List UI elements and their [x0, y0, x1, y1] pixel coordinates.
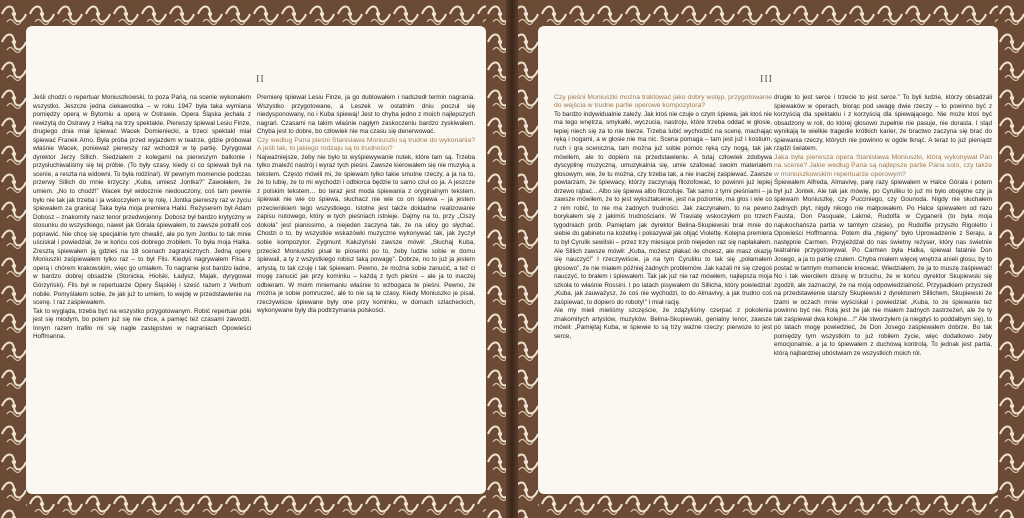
interview-question: Czy według Pana pieśni Stanisława Moniuszki są trudne do wykonania? A jeśli tak, to jakiego rodzaju są to trudności? — [257, 136, 475, 153]
paragraph: Premierę śpiewał Lesiu Finze, ja go dublowałem i nadszedł termin nagrania. Wszystko przygotowane, a Leszek w ostatnim dniu poczuł się niedysponowany, no i Kuba śpiewaj! Jest to chyba jedno z moich najlepszych nagrań. Czasami na takim właśnie nagłym zaskoczeniu bardzo zyskiwałem. Chyba jest to dobre, bo człowiek nie ma czasu się denerwować. — [257, 94, 475, 136]
left-column-2 — [257, 94, 475, 316]
interview-question: Jaka była pierwsza opera Stanisława Moniuszki, którą wykonywał Pan na scenie? Jakie według Pana są najlepsze partie Pana solo, czy także w moniuszkowskim repertuarze operowym? — [774, 153, 992, 178]
interview-question: Czy pieśni Moniuszki można traktować jako dobry wstęp, przygotowanie do wejścia w trudne partie operowe kompozytora? — [554, 94, 772, 110]
right-column-2 — [774, 94, 992, 359]
page-numeral: II — [256, 74, 265, 85]
left-column-1 — [33, 94, 251, 342]
paragraph: To bardzo indywidualnie zależy. Jak ktoś nie czuje o czym śpiewa, jak ktoś nie ma tego wnętrza, smykałki, wyczucia, nastroju, które trzeba oddać w głosie, lepiej niech się za to nie bierze. Trzeba lubić wychodzić na scenę, machając ręką i nogami, a w głosie nie ma nic. Scena pomaga – tam jest już i kostium, ruch i gra sceniczna, tam można już sobie pomóc ręką czy nogą, tak jak mówiłem, ale to dopiero na przedstawieniu. A tutaj człowiek zdobywa dyscyplinę muzyczną, umuzykalnia się, umie szafować swoim materiałem głosowym, wie, że tu można, czy trzeba tak, a nie inaczej zaśpiewać. Zawsze powtarzam, że śpiewacy, którzy zaczynają filozofować, to powinni już lepiej drzewo rąbać... Albo się śpiewa albo filozofuje. Tak samo z tymi pieśniami – ja zawsze mówiłem, że to jest wykształcenie, jest na poziomie, ma głos i wie co z nim robić, to nie ma żadnych trudności. Jak zaczynałem, to na pewno borykałem się z jakimiś trudnościami. W Traviatę wskoczyłem po trzech tygodniach prób. Pamiętam jak dyrektor Belina-Skupiewski brał mnie do siebie do gabinetu na kozetkę i pokazywał jak objąć Violettę. Kolejna premiera to był Cyrulik sewilski – przez trzy miesiące prób niejeden raz się napłakałem. Ale Sillich zawsze mówił: „Kuba, możesz płakać ile chcesz, ale masz okazję się nauczyć!” I rzeczywiście, ja na tym Cyruliku to tak się „połamałem głosowo”, że nie miałem później żadnych problemów. Jak kazali mi się czegoś nauczyć, to brałem i śpiewałem. Tak jak już nie raz mówiłem, najlepsza moja szkoła to właśnie Rossini. I po latach pisywałem do Sillicha, który powiedział: „Kuba, jak zauważysz, że coś nie wychodzi, to do Almavivy, a jak trudno coś zaśpiewać, to dopiero do roboty!” I miał rację. — [554, 110, 772, 306]
ornament-border-bottom — [512, 490, 1024, 518]
paragraph: Jeśli chodzi o repertuar Moniuszkowski, to poza Parią, na scenie wykonałem wszystko. Jeszcze jedna ciekawostka – w roku 1947 była taka wymiana pomiędzy operą w Bytomiu a operą w Ostrawie. Opera Śląska jechała z rewizytą do Ostrawy z Halką na trzy spektakle. Pierwszy śpiewał Lesiu Finze, drugiego dnia miał śpiewać Wacek Domieniecki, a trzeci spektakl miał śpiewać Franek Arno. Była próba przed wyjazdem w teatrze, gdzie próbował właśnie Wacek, ponieważ pierwszy raz wchodził w tę partię. Dyrygował dyrektor Jerzy Sillich. Siedziałem z kolegami na pierwszym balkonie i przysłuchiwaliśmy się tej próbie. (To były czasy, kiedy ci co śpiewali byli na scenie, a reszta na widowni. To była rodzina!). W pewnym momencie podczas przerwy Sillich do mnie krzyczy: „Kuba, umiesz Jontka?” Zawołałem, że umiem. „No to chodź!” Wacek był widocznie niedouczony, coś tam pewnie było nie tak jak trzeba i ja wskoczyłem w tę rolę, i Jontka pierwszy raz w życiu śpiewałem za granicą! Taka była moja premiera Halki. Reżyserem był Adam Dobosz – znakomity nasz tenor przedwojenny. Dobosz był bardzo krytyczny w stosunku do wszystkiego, nawet jak Górala śpiewałem, to zawsze potrafił coś poprawić. Nie chcę się specjalnie tym chwalić, ale po tym Jontku to tak mnie uściskał i powiedział, że w końcu coś dobrego zrobiłem. To była moja Halka. Zresztą śpiewałem ją gdzieś na 18 scenach zagranicznych. Jedną operę Moniuszki zaśpiewałem tylko raz – to był Flis. Kiedyś nagrywałem Flisa z operą i chórem krakowskim, więc go umiałem. To nagranie jest bardzo ładne, w bardzo dobrej obsadzie (Stonicka, Hiolski, Ładysz, Majak, dyrygował Górzyński). Flis był w repertuarze Opery Śląskiej i sześć razem z Verbum nobile. Pomyślałem sobie, że jak już to umiem, to wejdę w przedstawienie na scenę. I raz zaśpiewałem. — [33, 94, 251, 307]
ornament-border-right — [998, 0, 1024, 518]
book-gutter — [506, 0, 518, 518]
paragraph: Tak to wygląda, trzeba być na wszystko przygotowanym. Robić repertuar póki jest się młodym, bo potem już się nie chce, a pamięć też czasami zawodzi. Innym razem trafiło mi się nagłe zastępstwo w nagraniach Opowieści Hoffmanna. — [33, 307, 251, 341]
paragraph: Najważniejsze, żeby nie było to wyśpiewywanie nutek, które tam są. Trzeba tylko znaleźć nastrój i wyraz tych pieśni. Zawsze kierowałem się nie muzyką a tekstem. Często mówili mi, że śpiewam tylko takie smutne rzeczy, a ja na to, że to lubię, że to mi wychodzi i odbiorca będzie to samo czuł co ja. A jeszcze z polskim tekstem… bo teraz jest moda śpiewania z oryginalnym tekstem, śpiewak nie wie co śpiewa, słuchacz nie wie co on śpiewa – ja jestem przeciwnikiem tego wszystkiego. Istotne jest także dokładne realizowanie zapisu nutowego, który w tych pieśniach istnieje. Dajmy na to, przy „Ciszy dokoła” jest pianissimo, a niejeden zaczyna tak, że na ulicy go słychać. Chodzi o to, by wszystkie wskazówki muzyczne wykonywać tak, jak życzył sobie kompozytor. Zygmunt Kałużyński zawsze mówił: „Słuchaj Kuba, przecież Moniuszko pisał te piosenki po to, żeby ludzie sobie w domu śpiewali, a ty z wszystkiego robisz taką powagę”. Dobrze, no to już ja jestem artystą, to tak czuję i tak śpiewam. Pewno, że można sobie zanucić, a też ci mogę zanucić jak przy kominku – każdą z tych pieśni – ale ja to inaczej odbieram. W moim mniemaniu właśnie to wzbogaca te pieśni. Pewno, że można je sobie pomruczeć, ale to nie są te czasy. Kiedy Moniuszko je pisał, rzeczywiście śpiewane były one przy kominku, w domach szlacheckich, wykonywane były dla podtrzymania polskości. — [257, 153, 475, 315]
page-numeral: III — [760, 74, 773, 85]
ornament-border-top — [0, 0, 512, 28]
paragraph: drugie to jest serce i trzecie to jest serce.” To byli ludzie, którzy obsadzali śpiewaków w operach, biorąc pod uwagę dwie rzeczy – to powinno być z korzyścią dla spektaklu i z korzyścią dla śpiewającego. Nie może ktoś być obsadzony w roli, do której głosowo zupełnie nie pasuje, nie dorasta. I stąd wynikają te wielkie tragedie krótkich karier, że bractwo zaczyna się brać do śpiewania rzeczy, których nie powinno w ogóle tknąć. A teraz to już pieniądz rządzi światem. — [774, 94, 992, 153]
paragraph: Ale my mieli mieliśmy szczęście, że zdążyliśmy czerpać z pokolenia znakomitych artystów, muzyków. Belina-Skupiewski, genialny tenor, zawsze mówił: „Pamiętaj Kuba, w śpiewie to są trzy ważne rzeczy: pierwsze to jest serce, — [554, 307, 772, 341]
paragraph: Śpiewałem Alfreda, Almavivę, parę razy śpiewałem w Halce Górala i potem był już Jontek. Ale tak jak mówię, po Cyruliku to już mi było obojętne czy ja śpiewam Moniuszkę, czy Pucciniego, czy Gounoda. Nigdy nie słuchałem żadnych płyt, nigdy nikogo nie małpowałem. Po Halce śpiewałem od razu Fausta, Don Pasquale, Lakmé, Rudolfa w Cyganerii (to była moja najukochańsza partia w tamtym czasie), po Rudolfie przyszło Rigoletto i Opowieści Hoffmanna. Potem dla „higieny” było Uprowadzenie z Seraju, a następnie Carmen. Przyjeżdżał do nas świetny reżyser, który nas świetnie teatralnie przygotowywał. Po Carmen była Halka, śpiewał fatalnie Don Josego, a ja to partię czułem. Chyba miałem więcej wnętrza anieli głosu, by to postać w tamtym momencie kreować. Wiedziałem, że ja to muszę zaśpiewać! No i tak wierciłem dziurę w brzuchu, że w końcu dyrektor Skupiewski się zgodził, ale zaznaczył, że na moją odpowiedzialność. Przypadkiem przyszedł na przedstawienie starszy Skupiewski z dyrektorem Sillichem, Skupiewski że tzami w oczach mnie wyściskał i powiedział: „Kuba, to ze śpiewanie też powinno być nie. Rolą jest że jak nie miałem żadnych zastrzeżeń, ale że ty tak zaśpiewał dwa kolejne…!” Ale stworzyłem (a niegdyś to poddałbym się), to po latach mogę powiedzieć, że Don Josego zaśpiewałem dobrze. Bo tak pomiędzy tym wszystkim to już robiłem życie, więc dodatkowo żeby emocjonalnie, a ja to śpiewałem z duchową kontrolą. To jednak jest partia, którą najbardziej ubóstwiam ze wszystkich moich ról. — [774, 179, 992, 357]
right-page — [512, 0, 1024, 518]
ornament-border-top — [512, 0, 1024, 28]
ornament-border-bottom — [0, 490, 512, 518]
ornament-border-left — [0, 0, 26, 518]
right-column-1 — [554, 94, 772, 342]
